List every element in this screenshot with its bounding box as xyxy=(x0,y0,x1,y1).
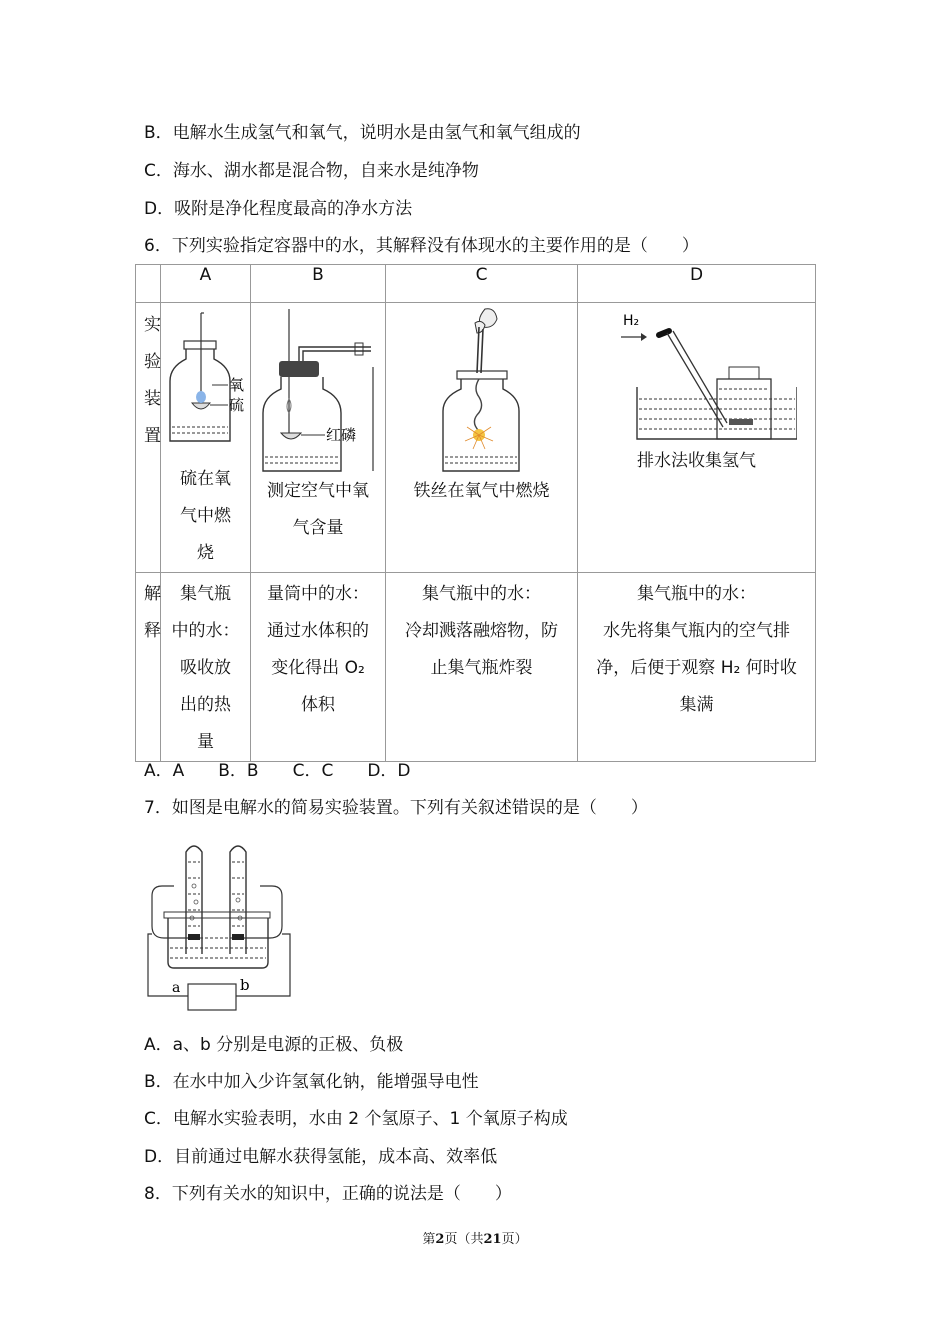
apparatus-row xyxy=(136,303,816,573)
q6-stem: 6．下列实验指定容器中的水，其解释没有体现水的主要作用的是（ ） xyxy=(144,236,699,256)
row-label-explain: 解 释 xyxy=(136,573,161,762)
label-h2: H₂ xyxy=(622,313,639,329)
header-c: C xyxy=(386,265,578,303)
label-electrode-b: b xyxy=(240,976,250,994)
label-oxygen: 氧 xyxy=(228,376,244,394)
explanation-row xyxy=(136,573,816,762)
cell-c-apparatus xyxy=(386,303,578,573)
q7-stem: 7．如图是电解水的简易实验装置。下列有关叙述错误的是（ ） xyxy=(144,798,648,818)
sulfur-burning-figure xyxy=(162,303,250,453)
header-corner xyxy=(136,265,161,303)
cell-b-apparatus xyxy=(251,303,386,573)
cell-a-apparatus xyxy=(161,303,251,573)
q7-option-d: D．目前通过电解水获得氢能，成本高、效率低 xyxy=(144,1147,498,1167)
page-footer: 第2页（共21页） xyxy=(422,1232,528,1247)
q7-option-b: B．在水中加入少许氢氧化钠，能增强导电性 xyxy=(144,1072,479,1092)
explanation-b: 量筒中的水： 通过水体积的 变化得出 O₂ 体积 xyxy=(251,573,386,762)
q8-stem: 8．下列有关水的知识中，正确的说法是（ ） xyxy=(144,1184,512,1204)
label-electrode-a: a xyxy=(172,980,181,996)
total-pages: 21 xyxy=(483,1232,502,1247)
table-header-row xyxy=(136,265,816,303)
caption-c: 铁丝在氧气中燃烧 xyxy=(413,481,550,501)
current-page: 2 xyxy=(435,1232,445,1247)
q5-option-b: B．电解水生成氢气和氧气，说明水是由氢气和氧气组成的 xyxy=(144,123,581,143)
water-electrolysis-figure xyxy=(144,834,300,1014)
label-red-phosphorus: 红磷 xyxy=(326,426,357,444)
q6-experiment-table xyxy=(135,264,816,762)
hydrogen-collection-figure xyxy=(597,303,797,443)
q6-answer-choices: A．A B．B C．C D．D xyxy=(144,761,411,781)
cell-d-apparatus xyxy=(578,303,816,573)
caption-a: 硫在氧 气中燃 烧 xyxy=(180,469,231,563)
q5-option-d: D．吸附是净化程度最高的净水方法 xyxy=(144,199,413,219)
label-sulfur: 硫 xyxy=(228,396,244,414)
phosphorus-oxygen-figure xyxy=(251,303,385,473)
header-a: A xyxy=(161,265,251,303)
explanation-d: 集气瓶中的水： 水先将集气瓶内的空气排 净，后便于观察 H₂ 何时收 集满 xyxy=(578,573,816,762)
row-label-apparatus: 实 验 装 置 xyxy=(136,303,161,573)
q7-option-a: A．a、b 分别是电源的正极、负极 xyxy=(144,1035,404,1055)
q5-option-c: C．海水、湖水都是混合物，自来水是纯净物 xyxy=(144,161,479,181)
caption-d: 排水法收集氢气 xyxy=(637,451,756,471)
iron-wire-burning-figure xyxy=(427,303,537,473)
explanation-c: 集气瓶中的水： 冷却溅落融熔物，防 止集气瓶炸裂 xyxy=(386,573,578,762)
header-d: D xyxy=(578,265,816,303)
caption-b: 测定空气中氧 气含量 xyxy=(267,481,369,538)
q7-option-c: C．电解水实验表明，水由 2 个氢原子、1 个氧原子构成 xyxy=(144,1109,568,1129)
header-b: B xyxy=(251,265,386,303)
explanation-a: 集气瓶 中的水： 吸收放 出的热 量 xyxy=(161,573,251,762)
